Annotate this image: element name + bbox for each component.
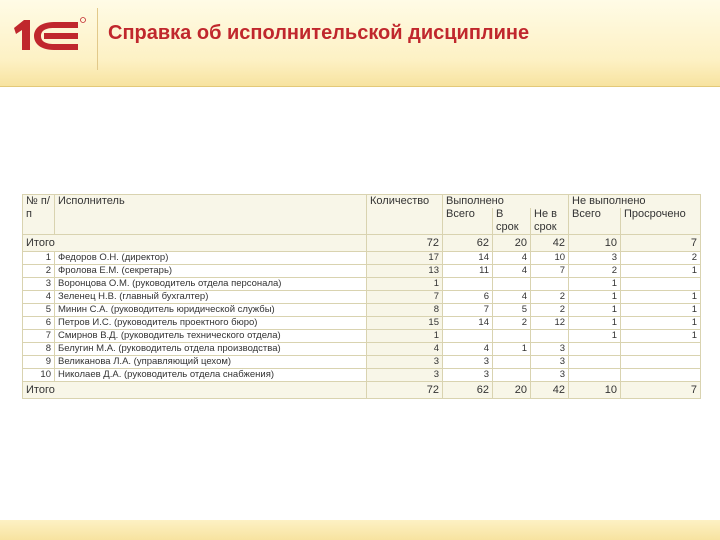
cell-notdone-total: 1 (569, 291, 621, 304)
cell-notdone-overdue (621, 343, 701, 356)
cell-num: 4 (23, 291, 55, 304)
cell-notdone-overdue: 1 (621, 330, 701, 343)
cell-notdone-total (569, 369, 621, 382)
cell-count: 3 (367, 356, 443, 369)
table-row (23, 356, 701, 369)
cell-done-total: 3 (443, 369, 493, 382)
slide-title: Справка об исполнительской дисциплине (108, 22, 530, 44)
cell-count: 13 (367, 265, 443, 278)
cell-notdone-overdue: 1 (621, 304, 701, 317)
cell-count: 7 (367, 291, 443, 304)
cell-count: 15 (367, 317, 443, 330)
cell-count: 17 (367, 252, 443, 265)
cell-executor: Зеленец Н.В. (главный бухгалтер) (55, 291, 367, 304)
cell-notdone-total (569, 343, 621, 356)
cell-num: 9 (23, 356, 55, 369)
header-num: № п/п (23, 195, 55, 235)
cell-done-total: 4 (443, 343, 493, 356)
cell-done-late: 2 (531, 304, 569, 317)
cell-done-total (443, 330, 493, 343)
header-done-ontime: В срок (493, 208, 531, 235)
cell-num: 8 (23, 343, 55, 356)
cell-done-ontime: 5 (493, 304, 531, 317)
cell-done-total: 6 (443, 291, 493, 304)
cell-done-ontime: 4 (493, 252, 531, 265)
table-row (23, 278, 701, 291)
cell-notdone-total: 1 (569, 304, 621, 317)
cell-count: 1 (367, 278, 443, 291)
header-done-total: Всего (443, 208, 493, 235)
cell-executor: Фролова Е.М. (секретарь) (55, 265, 367, 278)
cell-done-ontime: 2 (493, 317, 531, 330)
total-done-total: 62 (443, 235, 493, 252)
total-done-ontime: 20 (493, 382, 531, 399)
cell-done-total: 7 (443, 304, 493, 317)
cell-executor: Великанова Л.А. (управляющий цехом) (55, 356, 367, 369)
cell-done-late: 12 (531, 317, 569, 330)
slide-header (0, 0, 720, 87)
cell-notdone-total: 1 (569, 330, 621, 343)
cell-executor: Минин С.А. (руководитель юридической службы) (55, 304, 367, 317)
cell-notdone-overdue: 2 (621, 252, 701, 265)
cell-done-ontime: 4 (493, 291, 531, 304)
report-table-container (22, 194, 700, 399)
slide-footer (0, 520, 720, 540)
header-notdone-overdue: Просрочено (621, 208, 701, 235)
cell-executor: Воронцова О.М. (руководитель отдела персонала) (55, 278, 367, 291)
cell-executor: Белугин М.А. (руководитель отдела производства) (55, 343, 367, 356)
table-row (23, 343, 701, 356)
total-count: 72 (367, 382, 443, 399)
cell-count: 1 (367, 330, 443, 343)
cell-executor: Федоров О.Н. (директор) (55, 252, 367, 265)
table-row (23, 291, 701, 304)
total-notdone-total: 10 (569, 382, 621, 399)
cell-notdone-overdue (621, 278, 701, 291)
cell-done-late (531, 330, 569, 343)
cell-notdone-overdue: 1 (621, 317, 701, 330)
cell-done-late: 3 (531, 369, 569, 382)
table-row (23, 330, 701, 343)
header-executor: Исполнитель (55, 195, 367, 235)
cell-done-late: 10 (531, 252, 569, 265)
total-notdone-total: 10 (569, 235, 621, 252)
total-done-ontime: 20 (493, 235, 531, 252)
cell-done-total: 11 (443, 265, 493, 278)
cell-done-late: 3 (531, 343, 569, 356)
cell-done-total: 14 (443, 317, 493, 330)
cell-executor: Петров И.С. (руководитель проектного бюро) (55, 317, 367, 330)
total-done-late: 42 (531, 382, 569, 399)
cell-notdone-overdue (621, 369, 701, 382)
cell-executor: Николаев Д.А. (руководитель отдела снабжения) (55, 369, 367, 382)
header-notdone-total: Всего (569, 208, 621, 235)
table-header-row-1 (23, 195, 701, 209)
header-done-late: Не в срок (531, 208, 569, 235)
cell-executor: Смирнов В.Д. (руководитель технического отдела) (55, 330, 367, 343)
total-done-total: 62 (443, 382, 493, 399)
cell-done-ontime: 4 (493, 265, 531, 278)
total-notdone-overdue: 7 (621, 382, 701, 399)
table-row (23, 252, 701, 265)
cell-notdone-total: 2 (569, 265, 621, 278)
total-done-late: 42 (531, 235, 569, 252)
cell-done-ontime: 1 (493, 343, 531, 356)
cell-done-late (531, 278, 569, 291)
cell-notdone-total (569, 356, 621, 369)
cell-num: 7 (23, 330, 55, 343)
cell-notdone-total: 1 (569, 278, 621, 291)
cell-count: 3 (367, 369, 443, 382)
cell-notdone-overdue: 1 (621, 291, 701, 304)
cell-done-ontime (493, 356, 531, 369)
total-row-top (23, 235, 701, 252)
cell-notdone-overdue: 1 (621, 265, 701, 278)
cell-notdone-total: 1 (569, 317, 621, 330)
cell-done-late: 3 (531, 356, 569, 369)
cell-done-total: 3 (443, 356, 493, 369)
cell-done-total (443, 278, 493, 291)
cell-done-late: 2 (531, 291, 569, 304)
cell-count: 8 (367, 304, 443, 317)
total-label: Итого (23, 382, 367, 399)
cell-num: 5 (23, 304, 55, 317)
cell-done-ontime (493, 369, 531, 382)
cell-notdone-total: 3 (569, 252, 621, 265)
total-notdone-overdue: 7 (621, 235, 701, 252)
header-notdone: Не выполнено (569, 195, 701, 209)
cell-num: 3 (23, 278, 55, 291)
total-count: 72 (367, 235, 443, 252)
cell-done-total: 14 (443, 252, 493, 265)
header-done: Выполнено (443, 195, 569, 209)
total-label: Итого (23, 235, 367, 252)
discipline-report-table (22, 194, 701, 399)
cell-num: 10 (23, 369, 55, 382)
cell-notdone-overdue (621, 356, 701, 369)
table-row (23, 304, 701, 317)
header-count: Количество (367, 195, 443, 235)
cell-done-ontime (493, 278, 531, 291)
table-row (23, 265, 701, 278)
1c-logo (10, 14, 90, 56)
cell-done-ontime (493, 330, 531, 343)
logo-separator (97, 8, 98, 70)
cell-done-late: 7 (531, 265, 569, 278)
cell-num: 1 (23, 252, 55, 265)
cell-count: 4 (367, 343, 443, 356)
total-row-bottom (23, 382, 701, 399)
table-row (23, 369, 701, 382)
cell-num: 6 (23, 317, 55, 330)
table-row (23, 317, 701, 330)
cell-num: 2 (23, 265, 55, 278)
